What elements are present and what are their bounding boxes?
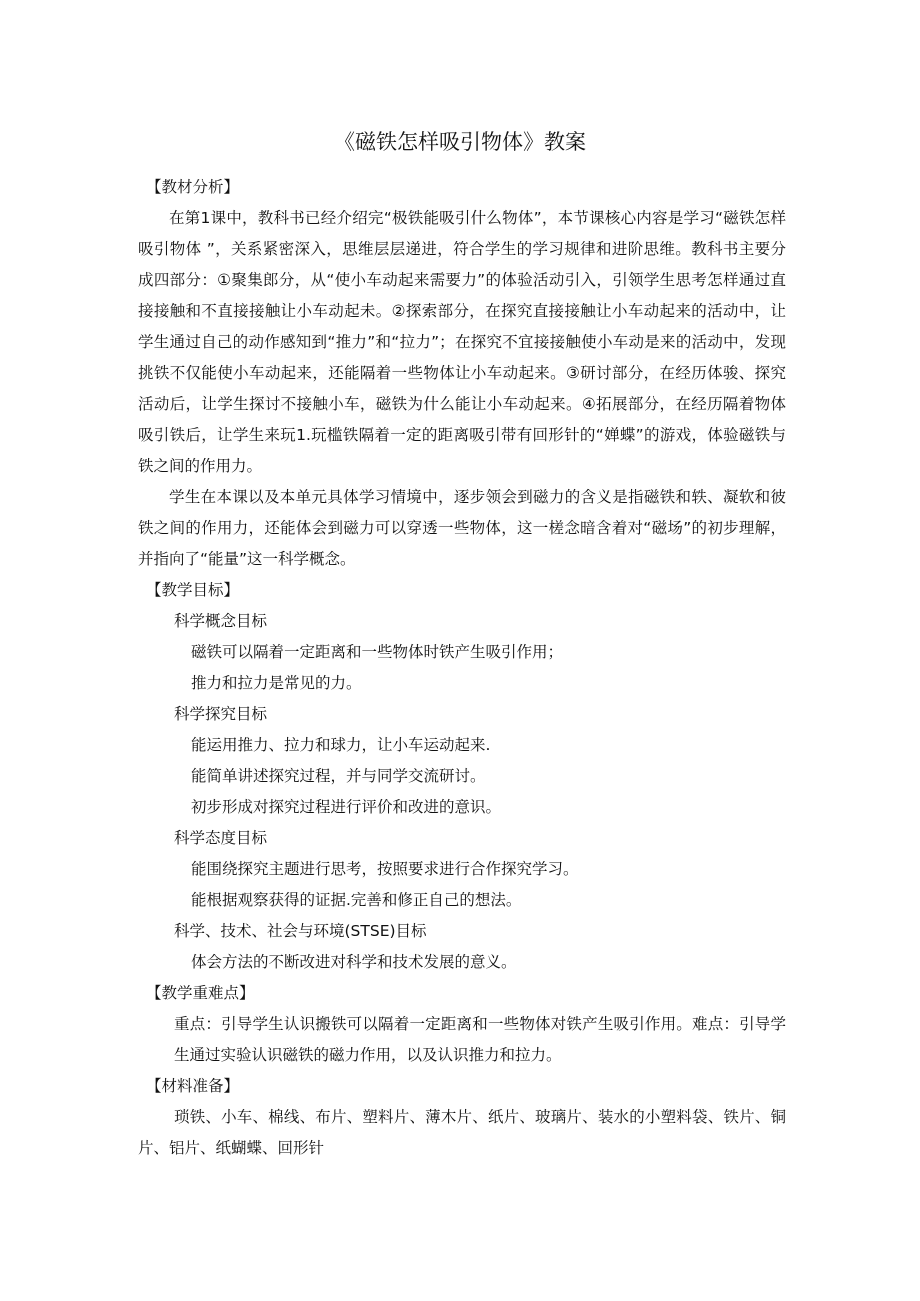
materials-text: 琐铁、小车、棉线、布片、塑料片、薄木片、纸片、玻璃片、装水的小塑料袋、铁片、铜片、铝片、纸蝴蝶、回形针 xyxy=(138,1108,786,1157)
section-heading-keypoints: 【教学重难点】 xyxy=(146,984,255,1002)
analysis-paragraph-1: 在第1课中，教科书已经介绍完“极铁能吸引什么物体”，本节课核心内容是学习“磁铁怎样吸引物体 ”，关系紧密深入，思维层层递进，符合学生的学习规律和进阶思维。教科书主要分成四部分：①聚集郎分，从“使小车动起来需要力”的体验活动引入，引领学生思考怎样通过直接接触和不直接接触让小车动起未。②探索部分，在探究直接接触让小车动起来的活动中，让学生通过自己的动作感知到“推力”和“拉力”；在探究不宜接接触使小车动是来的活动中，发现挑铁不仅能使小车动起来，还能隔着一些物体让小车动起来。③研讨部分，在经历体骏、探究活动后，让学生探讨不接触小车，磁铁为什么能让小车动起来。④拓展部分，在经历隔着物体吸引铁后，让学生来玩1.玩槛铁隔着一定的距离吸引带有回形针的“婵蝶”的游戏，体验磁铁与铁之间的作用力。 xyxy=(138,209,786,475)
section-heading-objectives: 【教学目标】 xyxy=(146,581,240,599)
keypoints-text: 重点：引导学生认识搬铁可以隔着一定距离和一些物体对铁产生吸引作用。难点：引导学生通过实验认识磁铁的磁力作用，以及认识推力和拉力。 xyxy=(174,1015,786,1064)
document-body xyxy=(138,172,786,1164)
objective-group-title: 科学态度目标 xyxy=(174,829,268,847)
objective-item: 体会方法的不断改进对科学和技术发展的意义。 xyxy=(191,953,517,971)
objective-item: 磁铁可以隔着一定距离和一些物体时铁产生吸引作用； xyxy=(191,643,564,661)
document-title: 《磁铁怎样吸引物体》教案 xyxy=(334,130,586,154)
section-heading-analysis: 【教材分析】 xyxy=(146,178,240,196)
objective-group-title: 科学、技术、社会与环境(STSE)目标 xyxy=(174,922,427,940)
objective-item: 推力和拉力是常见的力。 xyxy=(191,674,362,692)
objective-item: 能运用推力、拉力和球力，让小车运动起来. xyxy=(191,736,491,754)
objective-item: 能根据观察获得的证据.完善和修正自己的想法。 xyxy=(191,891,522,909)
objective-item: 能简单讲述探究过程，并与同学交流研讨。 xyxy=(191,767,486,785)
analysis-paragraph-2: 学生在本课以及本单元具体学习情境中，逐步领会到磁力的含义是指磁铁和轶、凝软和彼铁之间的作用力，还能体会到磁力可以穿透一些物体，这一槎念暗含着对“磁场”的初步理解，并指向了“能量”这一科学概念。 xyxy=(138,488,786,568)
objective-group-title: 科学概念目标 xyxy=(174,612,268,630)
objective-group-title: 科学探究目标 xyxy=(174,705,268,723)
objective-item: 初步形成对探究过程进行评价和改进的意识。 xyxy=(191,798,502,816)
section-heading-materials: 【材料准备】 xyxy=(146,1077,240,1095)
objective-item: 能围绕探究主题进行思考，按照要求进行合作探究学习。 xyxy=(191,860,579,878)
